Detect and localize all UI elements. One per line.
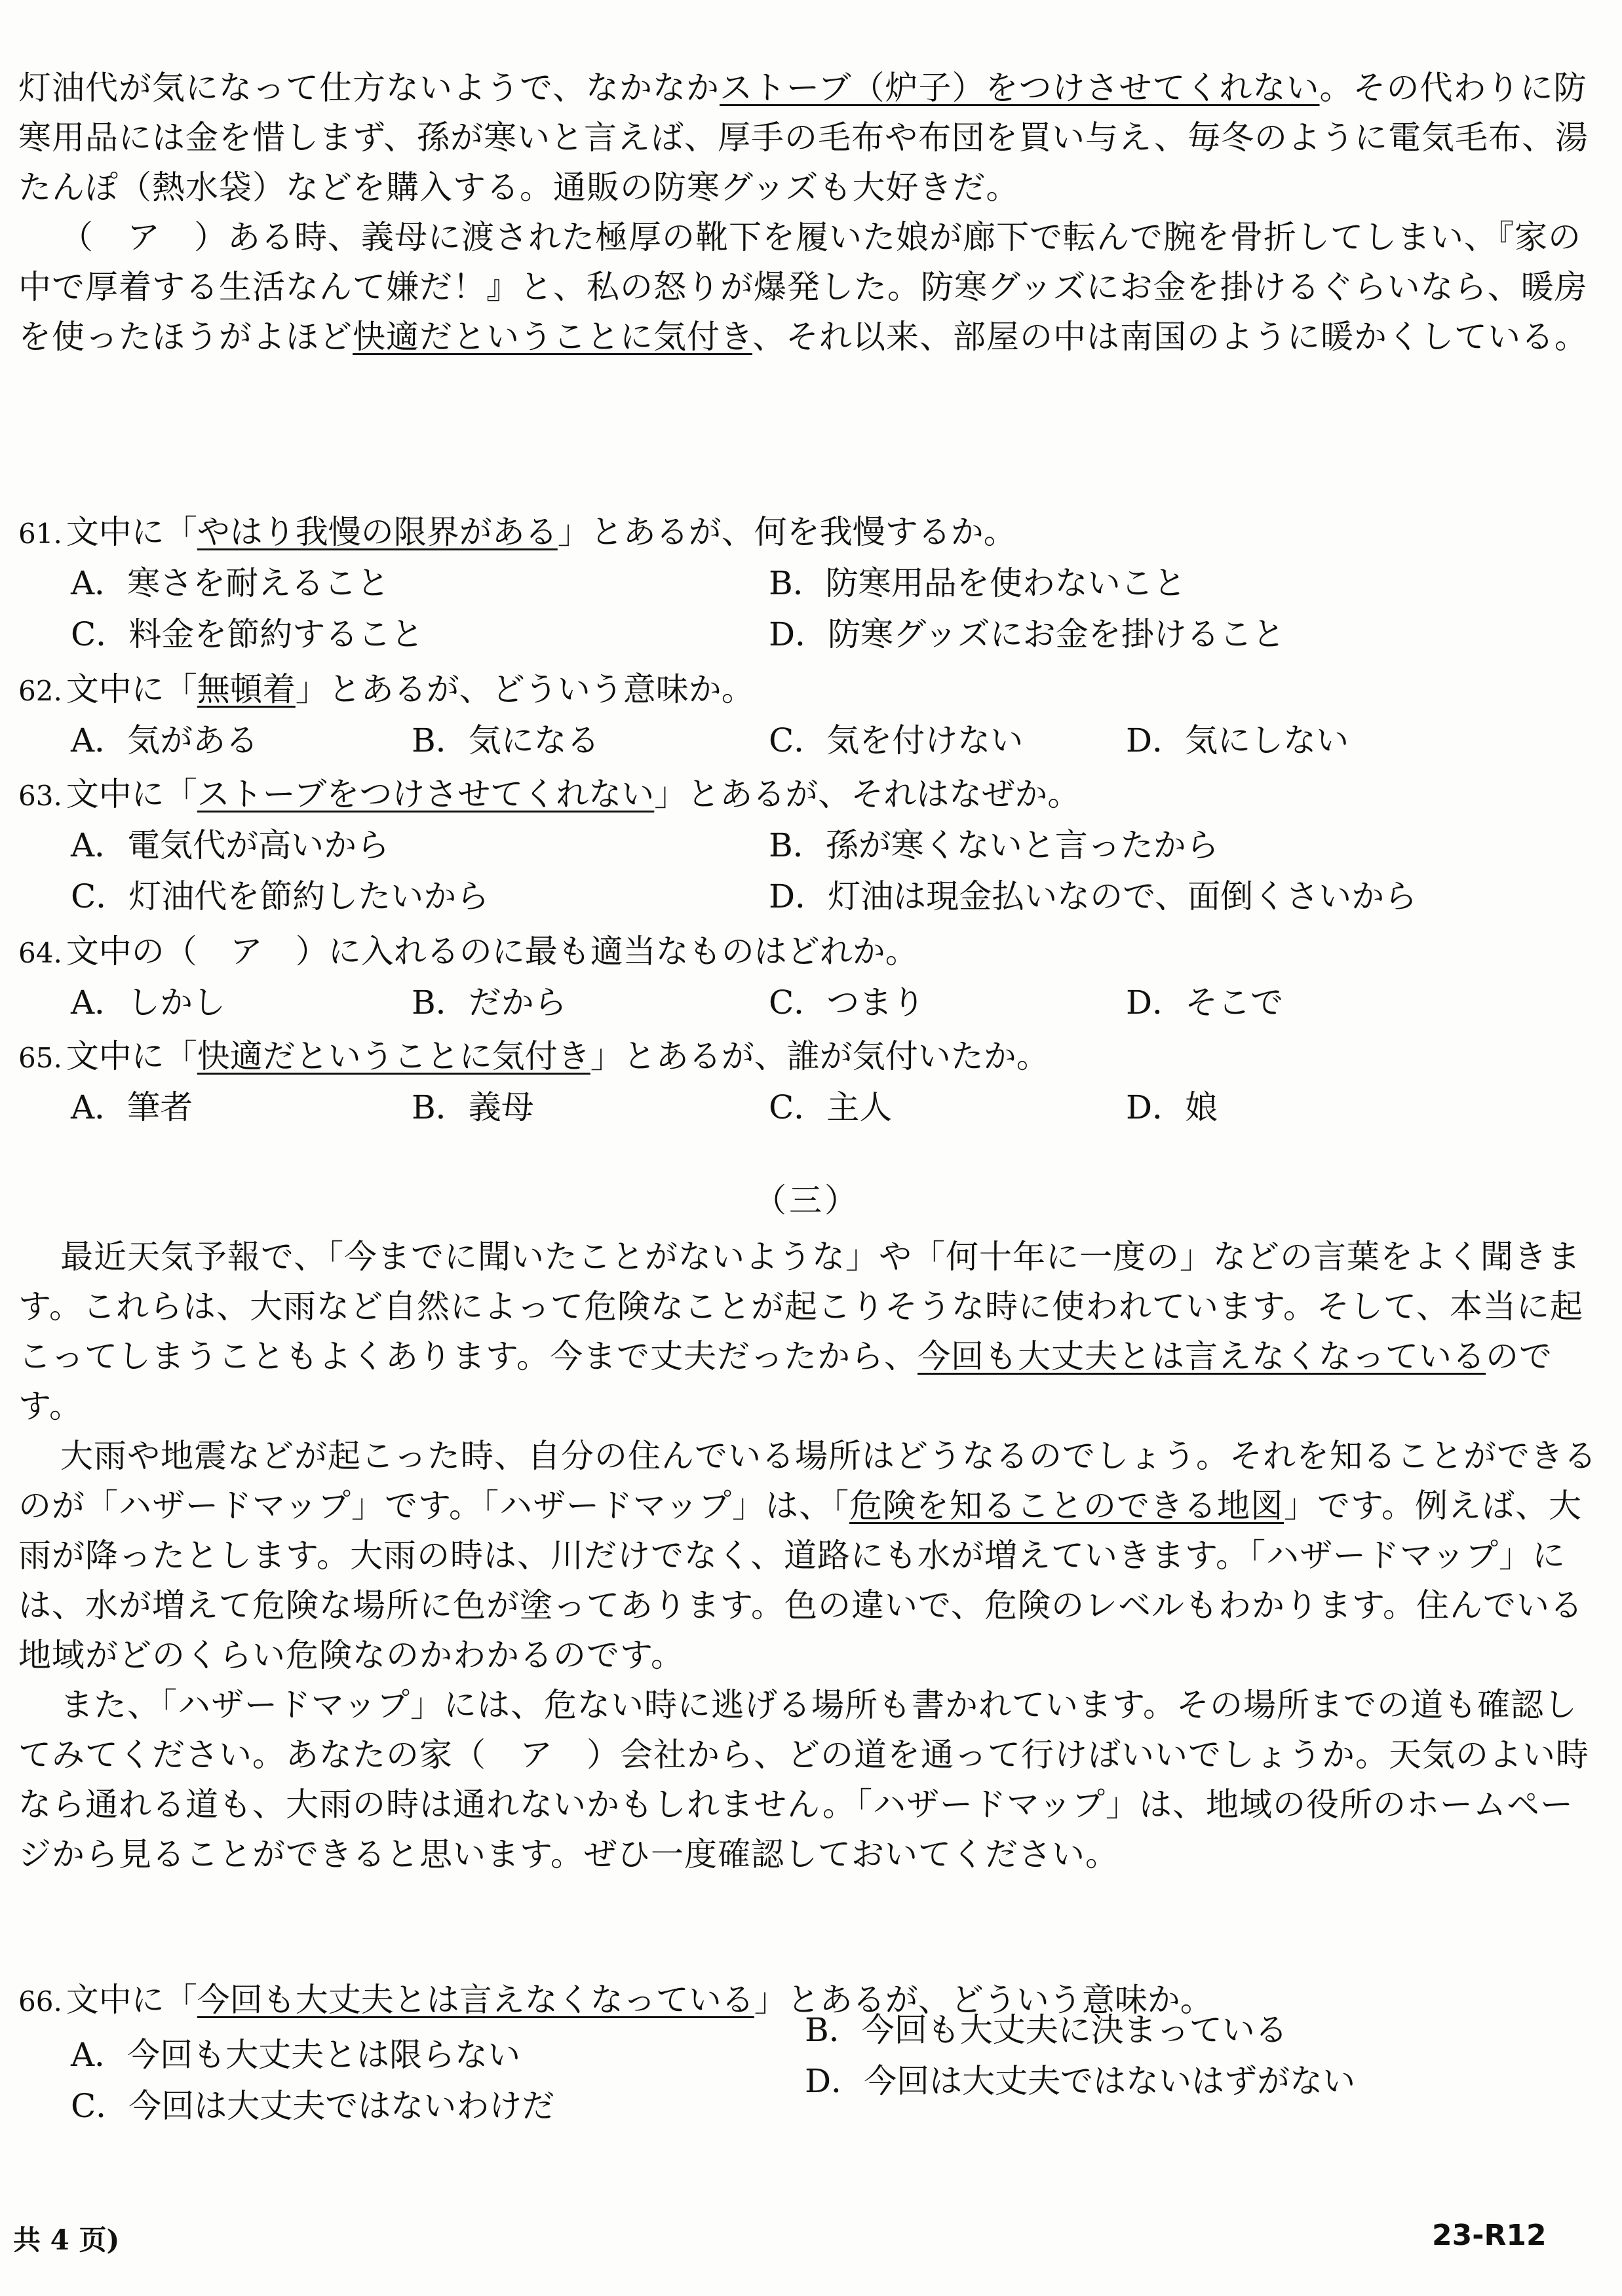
option-a[interactable]: A．気がある: [71, 721, 259, 759]
underlined-phrase: 今回も大丈夫とは言えなくなっている: [917, 1337, 1486, 1375]
underlined-phrase: 危険を知ることのできる地図: [849, 1487, 1284, 1525]
question-64: [18, 925, 1604, 1027]
option-d[interactable]: D．灯油は現金払いなので、面倒くさいから: [769, 877, 1418, 915]
question-text: 」とあるが、誰が気付いたか。: [590, 1037, 1049, 1075]
option-b[interactable]: B．義母: [412, 1088, 534, 1126]
option-b[interactable]: B．孫が寒くないと言ったから: [769, 826, 1219, 864]
option-b[interactable]: B．今回も大丈夫に決まっている: [805, 2011, 1288, 2049]
option-c[interactable]: C．つまり: [769, 984, 925, 1022]
question-text: 文中に「: [66, 670, 197, 708]
question-text: 文中に「: [66, 775, 197, 813]
underlined-phrase: ストーブ（炉子）をつけさせてくれない: [720, 69, 1320, 107]
question-text: 」とあるが、どういう意味か。: [295, 670, 754, 708]
option-c[interactable]: C．主人: [769, 1088, 893, 1126]
underlined-phrase: 快適だということに気付き: [353, 318, 752, 356]
question-61: [18, 506, 1604, 659]
passage-3: [18, 1232, 1604, 1879]
paragraph-text: 最近天気予報で、「今までに聞いたことがないような」や「何十年に一度の」などの言葉をよく聞きます。これらは、大雨など自然によって危険なことが起こりそうな時に使われています。そして、本当に起こってしまうこともよくあります。今まで丈夫だったから、: [18, 1238, 1583, 1375]
question-number: 65.: [18, 1042, 62, 1074]
question-number: 63.: [18, 780, 62, 812]
question-number: 61.: [18, 518, 62, 550]
question-text: 」とあるが、それはなぜか。: [654, 775, 1081, 813]
question-text: 文中に「: [66, 513, 197, 551]
question-quote: ストーブをつけさせてくれない: [197, 775, 655, 813]
option-c[interactable]: C．気を付けない: [769, 721, 1024, 759]
option-b[interactable]: B．気になる: [412, 721, 600, 759]
question-number: 62.: [18, 675, 62, 707]
option-d[interactable]: D．防寒グッズにお金を掛けること: [769, 615, 1285, 653]
paragraph-text: また、「ハザードマップ」には、危ない時に逃げる場所も書かれています。その場所までの道も確認してみてください。あなたの家（ ア ）会社から、どの道を通って行けばいいでしょうか。天気のよい時なら通れる道も、大雨の時は通れないかもしれません。「ハザードマップ」は、地域の役所のホームページから見ることができると思います。ぜひ一度確認しておいてください。: [18, 1686, 1589, 1873]
question-number: 64.: [18, 937, 62, 969]
question-text: 」とあるが、何を我慢するか。: [557, 513, 1016, 551]
exam-code: 23-R12: [1432, 2219, 1547, 2252]
option-a[interactable]: A．筆者: [71, 1088, 193, 1126]
option-d[interactable]: D．今回は大丈夫ではないはずがない: [805, 2062, 1356, 2100]
option-d[interactable]: D．気にしない: [1126, 721, 1349, 759]
option-c[interactable]: C．料金を節約すること: [71, 615, 424, 653]
page-count: 共 4 页): [13, 2224, 120, 2256]
question-text: 文中に「: [66, 1981, 197, 2019]
paragraph-text: のです。: [18, 1337, 1553, 1425]
question-number: 66.: [18, 1985, 62, 2018]
question-text: 」とあるが、どういう意味か。: [754, 1981, 1213, 2019]
passage-line: 。その代わりに防寒用品には金を惜しまず、孫が寒いと言えば、厚手の毛布や布団を買い与え、毎冬のように電気毛布、湯たんぽ（熱水袋）などを購入する。通販の防寒グッズも大好きだ。: [18, 69, 1589, 206]
question-quote: 無頓着: [197, 670, 296, 708]
section-title: （三）: [754, 1181, 860, 1219]
question-66: [18, 1974, 1604, 2131]
passage-line: （ ア ）ある時、義母に渡された極厚の靴下を履いた娘が廊下で転んで腕を骨折してしまい、『家の中で厚着する生活なんて嫌だ！』と、私の怒りが爆発した。防寒グッズにお金を掛けるぐらいなら、暖房を使ったほうがよほど: [18, 218, 1588, 356]
passage-line: 、それ以来、部屋の中は南国のように暖かくしている。: [752, 318, 1588, 356]
paragraph-text: 大雨や地震などが起こった時、自分の住んでいる場所はどうなるのでしょう。それを知ることができるのが「ハザードマップ」です。「ハザードマップ」は、「: [18, 1437, 1597, 1525]
option-a[interactable]: A．しかし: [71, 984, 226, 1022]
question-65: [18, 1030, 1604, 1132]
option-c[interactable]: C．今回は大丈夫ではないわけだ: [71, 2087, 555, 2125]
option-d[interactable]: D．娘: [1126, 1088, 1218, 1126]
option-a[interactable]: A．電気代が高いから: [71, 826, 390, 864]
question-text: 文中の（ ア ）に入れるのに最も適当なものはどれか。: [66, 932, 918, 970]
paragraph-text: 」です。例えば、大雨が降ったとします。大雨の時は、川だけでなく、道路にも水が増えていきます。「ハザードマップ」には、水が増えて危険な場所に色が塗ってあります。色の違いで、危険のレベルもわかります。住んでいる地域がどのくらい危険なのかわかるのです。: [18, 1487, 1583, 1674]
question-quote: 今回も大丈夫とは言えなくなっている: [197, 1981, 754, 2019]
passage-line: 灯油代が気になって仕方ないようで、なかなか: [18, 69, 720, 107]
option-b[interactable]: B．防寒用品を使わないこと: [769, 564, 1186, 602]
passage-2: [18, 63, 1604, 362]
question-quote: 快適だということに気付き: [197, 1037, 590, 1075]
option-d[interactable]: D．そこで: [1126, 984, 1284, 1022]
question-62: [18, 663, 1604, 765]
question-63: [18, 768, 1604, 921]
option-a[interactable]: A．今回も大丈夫とは限らない: [71, 2036, 521, 2074]
option-b[interactable]: B．だから: [412, 984, 567, 1022]
question-quote: やはり我慢の限界がある: [197, 513, 558, 551]
option-c[interactable]: C．灯油代を節約したいから: [71, 877, 490, 915]
question-text: 文中に「: [66, 1037, 197, 1075]
option-a[interactable]: A．寒さを耐えること: [71, 564, 390, 602]
